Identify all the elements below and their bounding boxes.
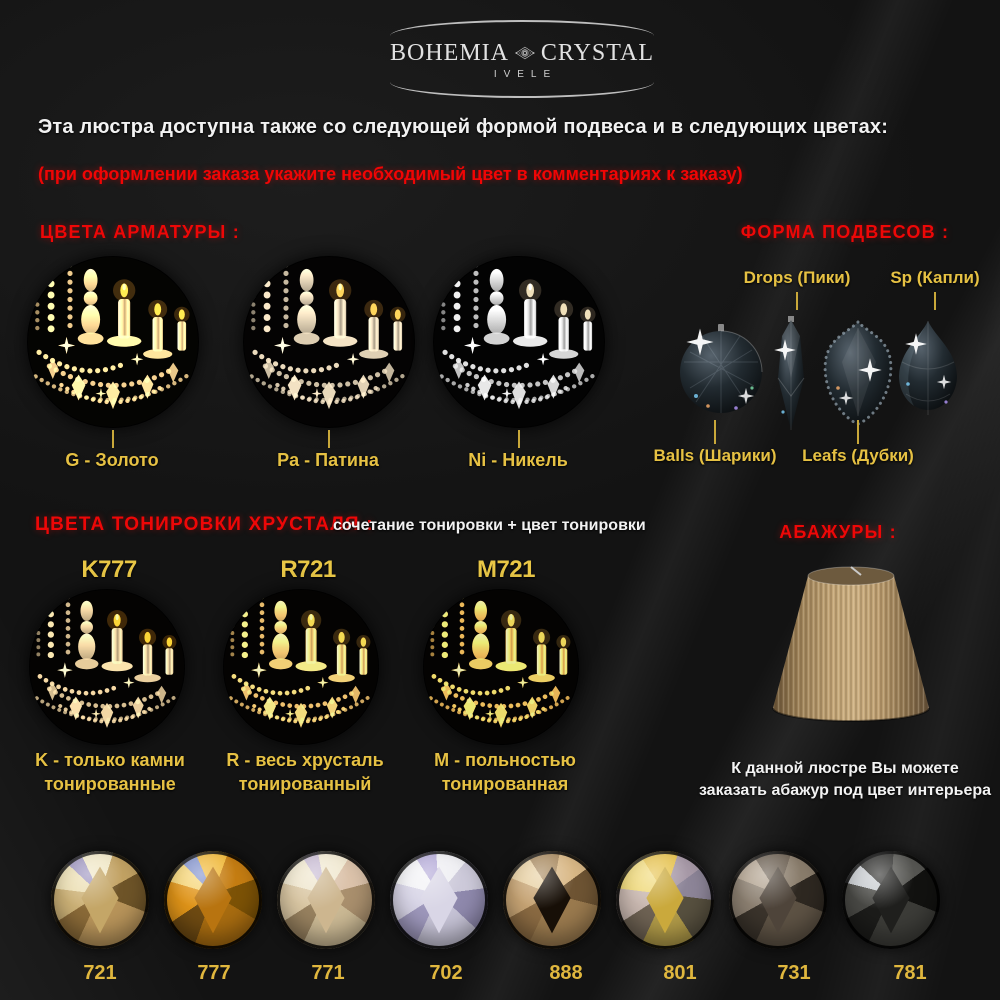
swatch-code-721: 721 <box>83 962 117 984</box>
connector-line <box>714 420 716 444</box>
swatch-code-888: 888 <box>549 962 583 984</box>
armature-photo-nickel <box>433 256 605 428</box>
tint-caption-k-line2: тонированные <box>44 774 176 794</box>
swatch-code-781: 781 <box>893 962 927 984</box>
tint-code-m721: M721 <box>476 556 536 583</box>
armature-label-gold: G - Золото <box>65 450 159 470</box>
crystal-swatch-781 <box>842 851 940 949</box>
tint-photo-r721 <box>223 589 379 745</box>
swatch-code-731: 731 <box>777 962 811 984</box>
tint-caption-k-line1: K - только камни <box>35 750 185 770</box>
swatch-code-702: 702 <box>429 962 463 984</box>
intro-line: Эта люстра доступна также со следующей формой подвеса и в следующих цветах: <box>38 116 889 138</box>
tint-caption-m-line2: тонированная <box>441 774 569 794</box>
connector-line <box>934 292 936 310</box>
pendant-label-leafs: Leafs (Дубки) <box>802 446 914 465</box>
pendant-teardrop-icon <box>894 318 962 418</box>
pendants-title: ФОРМА ПОДВЕСОВ : <box>740 222 950 242</box>
tint-caption-m <box>405 748 605 796</box>
crystal-swatch-771 <box>277 851 375 949</box>
crystal-swatch-888 <box>503 851 601 949</box>
tint-photo-k777 <box>29 589 185 745</box>
crystal-swatch-801 <box>616 851 714 949</box>
pendant-drop-icon <box>768 316 814 434</box>
connector-line <box>857 420 859 444</box>
armature-photo-gold <box>27 256 199 428</box>
armature-photo-patina <box>243 256 415 428</box>
brand-name-right: CRYSTAL <box>540 39 654 66</box>
pendant-label-balls: Balls (Шарики) <box>653 446 777 465</box>
swatch-code-801: 801 <box>663 962 697 984</box>
tint-photo-m721 <box>423 589 579 745</box>
armature-label-nickel: Ni - Никель <box>468 450 568 470</box>
brand-subtitle: IVELE <box>493 69 558 80</box>
pendant-leaf-icon <box>818 318 898 428</box>
lampshades-title: АБАЖУРЫ : <box>779 522 897 542</box>
crystal-swatch-721 <box>51 851 149 949</box>
crystal-swatch-777 <box>164 851 262 949</box>
pendant-label-drops: Drops (Пики) <box>743 268 851 287</box>
connector-line <box>328 430 330 448</box>
lampshade-photo <box>765 560 937 731</box>
crystal-swatch-731 <box>729 851 827 949</box>
brand-ornament-icon <box>515 38 535 68</box>
brand-logo <box>390 20 654 98</box>
brand-name-left: BOHEMIA <box>390 39 509 66</box>
tint-caption-r-line1: R - весь хрусталь <box>226 750 384 770</box>
tint-caption-m-line1: M - польностью <box>434 750 576 770</box>
crystal-swatch-702 <box>390 851 488 949</box>
connector-line <box>796 292 798 310</box>
tint-caption-r <box>205 748 405 796</box>
lampshade-caption-line2: заказать абажур под цвет интерьера <box>698 782 992 799</box>
armature-title: ЦВЕТА АРМАТУРЫ : <box>40 222 240 242</box>
tint-caption-r-line2: тонированный <box>238 774 372 794</box>
tint-code-k777: K777 <box>81 556 137 583</box>
connector-line <box>518 430 520 448</box>
connector-line <box>112 430 114 448</box>
order-note: (при оформлении заказа укажите необходимый цвет в комментариях к заказу) <box>38 164 743 184</box>
lampshade-caption <box>665 758 1000 802</box>
swatch-code-771: 771 <box>311 962 345 984</box>
logo-arc-top <box>390 20 654 36</box>
swatch-code-777: 777 <box>197 962 231 984</box>
tinting-title: ЦВЕТА ТОНИРОВКИ ХРУСТАЛЯ : <box>35 514 374 535</box>
logo-arc-bottom <box>390 82 654 98</box>
armature-label-patina: Pa - Патина <box>277 450 379 470</box>
lampshade-caption-line1: К данной люстре Вы можете <box>731 760 959 777</box>
pendant-label-sp: Sp (Капли) <box>890 268 980 287</box>
pendant-ball-icon <box>676 322 766 416</box>
tint-code-r721: R721 <box>280 556 336 583</box>
tinting-subtitle: сочетание тонировки + цвет тонировки <box>333 517 646 534</box>
tint-caption-k <box>10 748 210 796</box>
